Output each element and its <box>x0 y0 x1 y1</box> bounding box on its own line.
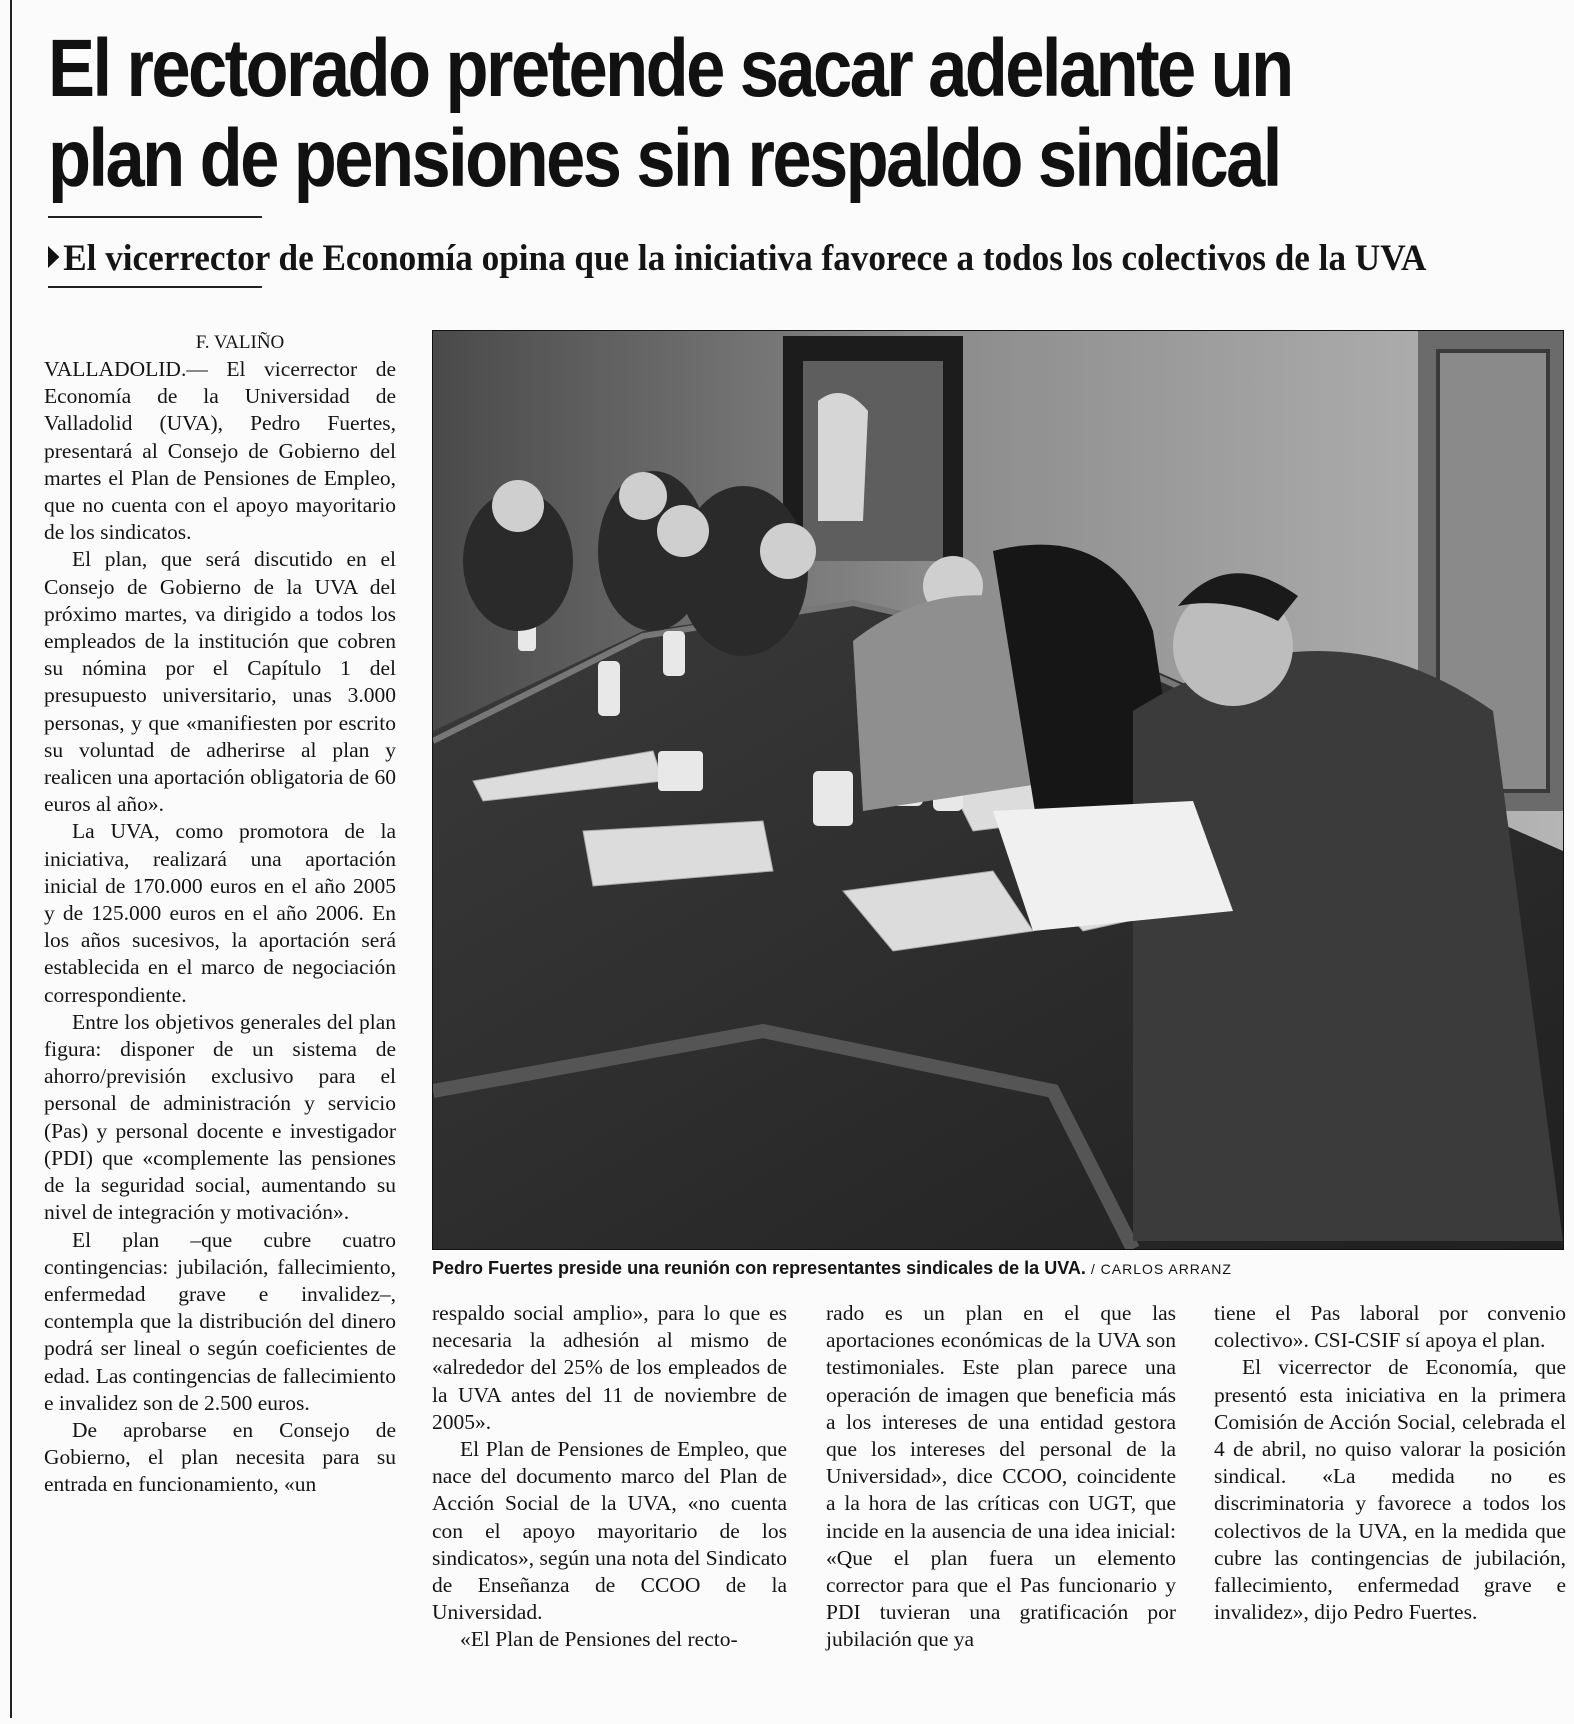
paragraph: De aprobarse en Consejo de Gobierno, el plan necesita para su entrada en funcionamiento, «un <box>44 1417 396 1497</box>
rule-bottom <box>48 286 262 288</box>
paragraph: tiene el Pas laboral por convenio colectivo». CSI-CSIF sí apoya el plan. <box>1214 1301 1566 1353</box>
paragraph: Entre los objetivos generales del plan figura: disponer de un sistema de ahorro/previsión exclusivo para el personal de administración y servicio (Pas) y personal docente e investigador (PDI) que «complemente las pensiones de la seguridad social, aumentando su nivel de integración y motivación». <box>44 1009 396 1225</box>
column-2 <box>432 1300 787 1654</box>
subheadline-text: El vicerrector de Economía opina que la iniciativa favorece a todos los colectivos de la UVA <box>63 238 1427 279</box>
column-4 <box>1214 1300 1566 1626</box>
paragraph: El vicerrector de Economía, que presentó esta iniciativa en la primera Comisión de Acción Social, celebrada el 4 de abril, no quiso valorar la posición sindical. «La medida no es discriminatoria y favorece a todos los colectivos de la UVA, en la medida que cubre las contingencias de jubilación, fallecimiento, enfermedad grave e invalidez», dijo Pedro Fuertes. <box>1214 1355 1566 1625</box>
paragraph: El plan –que cubre cuatro contingencias: jubilación, fallecimiento, enfermedad grave e invalidez–, contempla que la distribución del dinero podrá ser lineal o según coeficientes de edad. Las contingencias de fallecimiento e invalidez son de 2.500 euros. <box>44 1227 396 1415</box>
column-3 <box>826 1300 1176 1654</box>
photo-credit: / CARLOS ARRANZ <box>1090 1261 1232 1277</box>
meeting-photo <box>432 330 1564 1250</box>
photo-caption <box>432 1258 1567 1279</box>
paragraph: La UVA, como promotora de la iniciativa, realizará una aportación inicial de 170.000 euros en el año 2005 y de 125.000 euros en el año 2006. En los años sucesivos, la aportación será establecida en el marco de negociación correspondiente. <box>44 819 396 1007</box>
paragraph: respaldo social amplio», para lo que es necesaria la adhesión al mismo de «alrededor del 25% de los empleados de la UVA antes del 11 de noviembre de 2005». <box>432 1301 787 1434</box>
triangle-bullet-icon <box>48 246 59 268</box>
rule-top <box>48 216 262 218</box>
paragraph: El plan, que será discutido en el Consejo de Gobierno de la UVA del próximo martes, va dirigido a todos los empleados de la institución que cobren su nómina por el Capítulo 1 del presupuesto universitario, unas 3.000 personas, y que «manifiesten por escrito su voluntad de adherirse al plan y realicen una aportación obligatoria de 60 euros al año». <box>44 547 396 817</box>
headline: El rectorado pretende sacar adelante un plan de pensiones sin respaldo sindical <box>48 23 1292 204</box>
byline: F. VALIÑO <box>195 332 285 353</box>
paragraph: «El Plan de Pensiones del recto- <box>460 1627 738 1652</box>
paragraph: VALLADOLID.— El vicerrector de Economía de la Universidad de Valladolid (UVA), Pedro Fuertes, presentará al Consejo de Gobierno del martes el Plan de Pensiones de Empleo, que no cuenta con el apoyo mayoritario de los sindicatos. <box>44 357 397 545</box>
subheadline <box>48 236 1464 282</box>
caption-text: Pedro Fuertes preside una reunión con representantes sindicales de la UVA. <box>432 1258 1086 1278</box>
paragraph: El Plan de Pensiones de Empleo, que nace del documento marco del Plan de Acción Social de la UVA, «no cuenta con el apoyo mayoritario de los sindicatos», según una nota del Sindicato de Enseñanza de CCOO de la Universidad. <box>432 1437 787 1625</box>
dateline: VALLADOLID.— <box>44 357 208 381</box>
meeting-illustration <box>433 331 1563 1249</box>
paragraph: rado es un plan en el que las aportaciones económicas de la UVA son testimoniales. Este plan parece una operación de imagen que beneficia más a los intereses de una entidad gestora que los intereses del personal de la Universidad», dice CCOO, coincidente a la hora de las críticas con UGT, que incide en la ausencia de una idea inicial: «Que el plan fuera un elemento corrector para que el Pas funcionario y PDI tuvieran una gratificación por jubilación que ya <box>826 1301 1176 1652</box>
column-1 <box>44 330 396 1499</box>
